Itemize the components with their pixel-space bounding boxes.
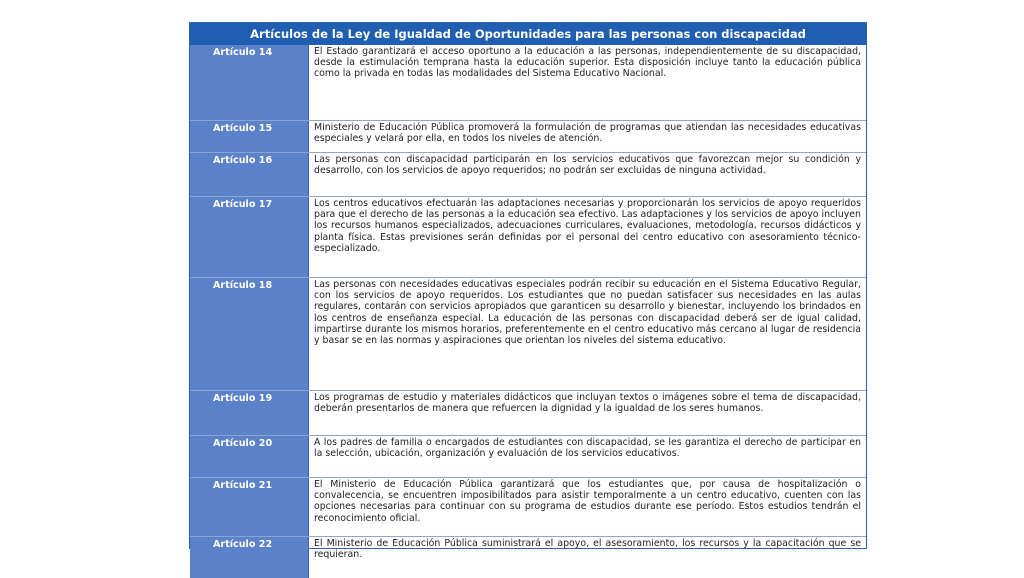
articles-table (189, 22, 867, 561)
article-label: Artículo 14 (190, 45, 309, 120)
article-text: El Ministerio de Educación Pública suministrará el apoyo, el asesoramiento, los recursos y la capacitación que se requieran. (314, 538, 861, 561)
article-label: Artículo 18 (190, 278, 309, 390)
table-row-article-19 (190, 391, 866, 436)
article-label: Artículo 20 (190, 436, 309, 477)
article-label: Artículo 17 (190, 197, 309, 277)
article-label: Artículo 21 (190, 478, 309, 536)
table-row-article-17 (190, 197, 866, 278)
table-title: Artículos de la Ley de Igualdad de Oportunidades para las personas con discapacidad (190, 23, 866, 45)
article-text: Las personas con discapacidad participarán en los servicios educativos que favorezcan mejor su condición y desarrollo, con los servicios de apoyo requeridos; no podrán ser excluidas de ninguna actividad. (314, 154, 861, 177)
table-row-article-21 (190, 478, 866, 537)
article-text: Los programas de estudio y materiales didácticos que incluyan textos o imágenes sobre el tema de discapacidad, deberán presentarlos de manera que refuercen la dignidad y la igualdad de los seres humanos. (314, 392, 861, 415)
table-row-article-15 (190, 121, 866, 153)
article-label: Artículo 22 (190, 537, 309, 578)
article-text: Los centros educativos efectuarán las adaptaciones necesarias y proporcionarán los servicios de apoyo requeridos para que el derecho de las personas a la educación sea efectivo. Las adaptaciones y los servicios de apoyo incluyen los recursos humanos especializados, adecuaciones curriculares, evaluaciones, metodología, recursos didácticos y planta física. Estas previsiones serán definidas por el personal del centro educativo con asesoramiento técnico-especializado. (314, 198, 861, 254)
article-text: Ministerio de Educación Pública promoverá la formulación de programas que atiendan las necesidades educativas especiales y velará por ella, en todos los niveles de atención. (314, 122, 861, 145)
table-row-article-20 (190, 436, 866, 478)
article-label: Artículo 15 (190, 121, 309, 152)
article-label: Artículo 16 (190, 153, 309, 196)
table-row-article-16 (190, 153, 866, 197)
table-row-article-22 (190, 537, 866, 578)
article-text: Las personas con necesidades educativas especiales podrán recibir su educación en el Sistema Educativo Regular, con los servicios de apoyo requeridos. Los estudiantes que no puedan satisfacer sus necesidades en las aulas regulares, contarán con servicios apropiados que garanticen su desarrollo y bienestar, incluyendo los brindados en los centros de enseñanza especial. La educación de las personas con discapacidad deberá ser de igual calidad, impartirse durante los mismos horarios, preferentemente en el centro educativo más cercano al lugar de residencia y basar se en las normas y aspiraciones que orientan los niveles del sistema educativo. (314, 279, 861, 347)
article-label: Artículo 19 (190, 391, 309, 435)
table-row-article-14 (190, 45, 866, 121)
table-body (190, 45, 866, 561)
table-row-article-18 (190, 278, 866, 391)
article-text: El Estado garantizará el acceso oportuno a la educación a las personas, independientemente de su discapacidad, desde la estimulación temprana hasta la educación superior. Esta disposición incluye tanto la educación pública como la privada en todas las modalidades del Sistema Educativo Nacional. (314, 46, 861, 80)
article-text: A los padres de familia o encargados de estudiantes con discapacidad, se les garantiza el derecho de participar en la selección, ubicación, organización y evaluación de los servicios educativos. (314, 437, 861, 460)
article-text: El Ministerio de Educación Pública garantizará que los estudiantes que, por causa de hospitalización o convalecencia, se encuentren imposibilitados para asistir temporalmente a un centro educativo, cuenten con las opciones necesarias para continuar con su programa de estudios durante ese período. Estos estudios tendrán el reconocimiento oficial. (314, 479, 861, 524)
